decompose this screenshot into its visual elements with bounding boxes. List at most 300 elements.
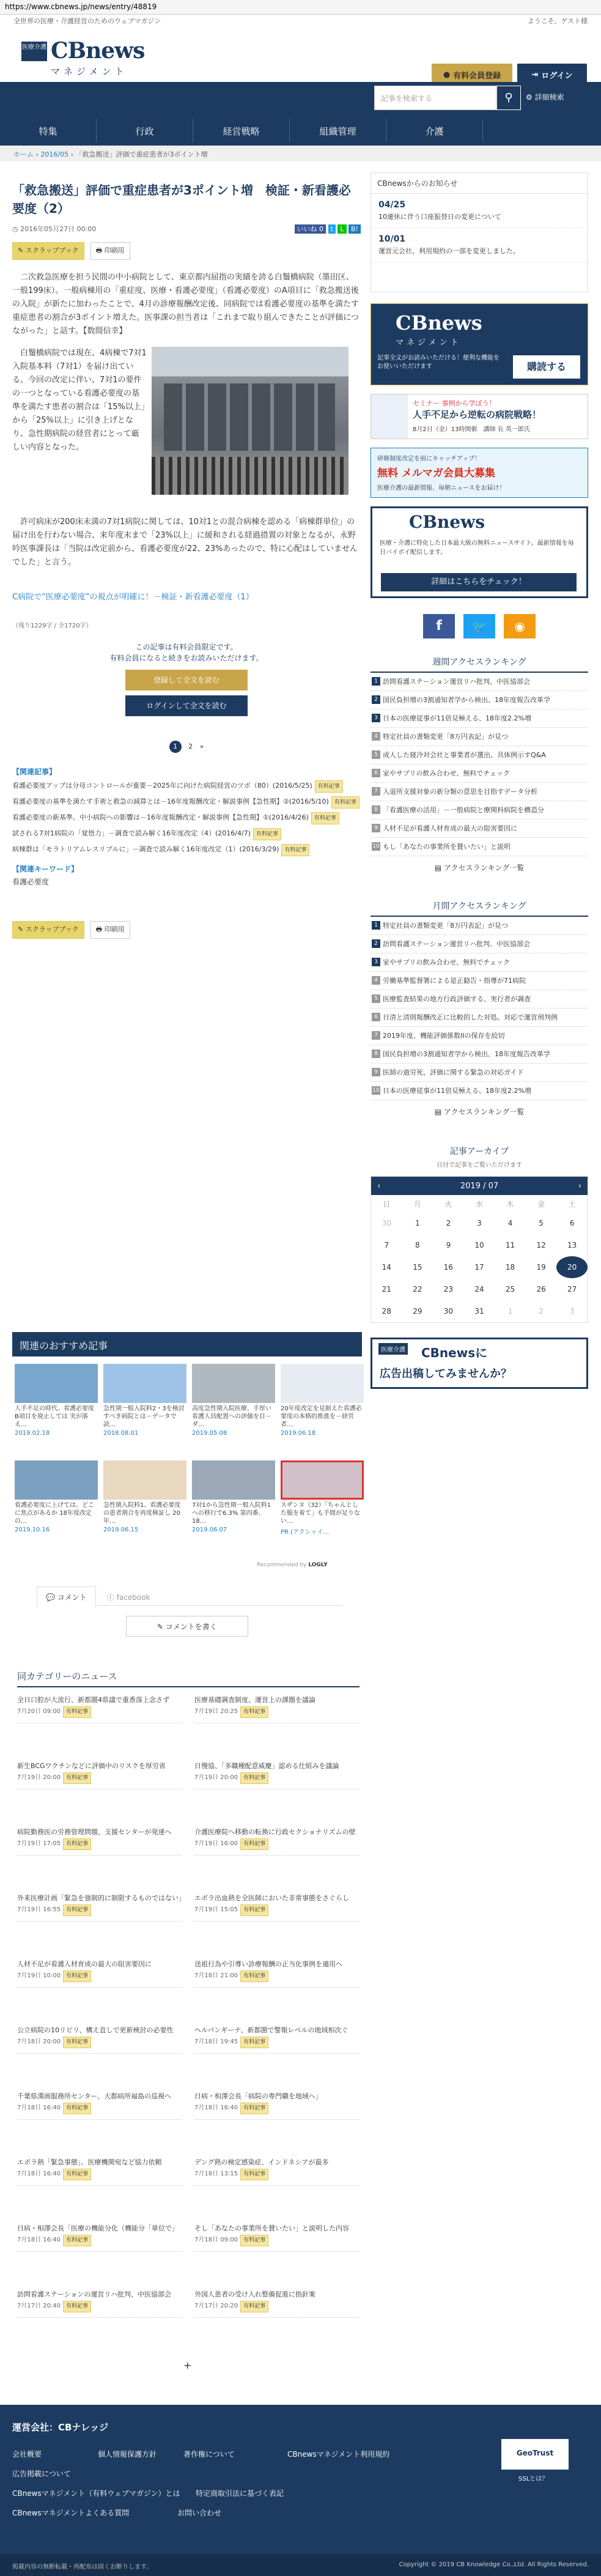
login-icon: ⇥ <box>531 70 539 80</box>
recommend-thumbnail <box>192 1460 275 1500</box>
cal-weekday: 火 <box>444 1199 452 1208</box>
recommend-thumbnail <box>103 1460 186 1500</box>
footer-link[interactable]: お問い合わせ <box>177 2509 222 2517</box>
ranking-title: 国民負担増の3割通知者学から検出、18年度報告改革学 <box>383 696 550 704</box>
cal-day[interactable]: 5 <box>539 1219 544 1227</box>
rank-number: 3 <box>372 958 380 966</box>
weekly-ranking-title: 週間アクセスランキング <box>371 656 588 673</box>
news-time: 7月19日 15:05 有料記事 <box>194 1904 359 1916</box>
monthly-more[interactable]: ▤ アクセスランキング一覧 <box>434 1108 525 1116</box>
news-title: 訪問看護ステーションの運営リハ批判、中医協部会 <box>17 2290 172 2298</box>
register-read-button[interactable]: 登録して全文を読む <box>125 670 248 690</box>
nav-item-1[interactable]: 行政 <box>97 119 193 142</box>
ranking-title: 国民負担増の3割通知者学から検出、18年度報告改革学 <box>383 1050 550 1058</box>
cal-day[interactable]: 22 <box>413 1285 422 1294</box>
ranking-item[interactable] <box>371 917 588 935</box>
rank-number: 8 <box>372 1049 380 1058</box>
rank-number: 2 <box>372 939 380 948</box>
premium-tag: 有料記事 <box>240 1772 268 1784</box>
news-title: そし「あなたの事業所を賛いたい」と説明した内容 <box>194 2224 349 2232</box>
rank-number: 2 <box>372 695 380 704</box>
cal-day[interactable]: 14 <box>382 1263 391 1271</box>
notice-item[interactable] <box>371 228 588 262</box>
news-title: エボラ出血熱を全医師においた非常事態をさぐらし <box>194 1894 349 1902</box>
recommend-date: 2019.06.18 <box>281 1430 316 1437</box>
subscribe-cta[interactable]: 購読する <box>513 355 580 379</box>
notice-date: 04/25 <box>378 200 406 210</box>
login-read-button[interactable]: ログインして全文を読む <box>125 695 248 716</box>
ad-free-news[interactable]: CBnews 医療・介護に特化した日本最大級の無料ニュースサイト。最新情報を毎日バイポイ配信します。 詳細はこちらをチェック！ <box>371 506 588 598</box>
news-time: 7月18日 16:40 有料記事 <box>194 2103 359 2114</box>
premium-tag: 有料記事 <box>240 1904 268 1916</box>
facebook-tab[interactable]: ⓕ facebook <box>106 1593 150 1602</box>
article-paragraph-3: 許可病床が200床未満の7対1病院に関しては、10対1との混合病棟を認める「病棟群単位」の届け出を行わない場合、来年度末まで「23%以上」に緩和される経過措置の対象となるが、永野吟医事課長は「当院は改定前から、看護必要度が22、23%あったので、特に心配はしていませんでした」と言う。 <box>12 517 358 567</box>
footer-link[interactable]: CBnewsマネジメントよくある質問 <box>12 2509 130 2517</box>
recommend-card[interactable] <box>192 1364 275 1437</box>
news-item[interactable] <box>194 1761 359 1790</box>
notice-box <box>371 172 588 292</box>
logo-subtext: マネジメント <box>51 66 128 77</box>
cal-weekday: 土 <box>568 1199 576 1208</box>
cal-day[interactable]: 15 <box>413 1263 422 1271</box>
notice-item[interactable] <box>371 194 588 228</box>
cal-day[interactable]: 18 <box>505 1263 515 1271</box>
more-news-button[interactable]: + <box>183 2359 192 2371</box>
print-button-bottom[interactable]: 🖶 印刷用 <box>90 921 130 939</box>
premium-tag: 有料記事 <box>240 2103 268 2114</box>
free-news-cta[interactable]: 詳細はこちらをチェック！ <box>381 573 577 591</box>
recommend-thumbnail <box>192 1364 275 1403</box>
news-item[interactable] <box>17 1893 185 1922</box>
related-link[interactable] <box>12 796 361 809</box>
recommend-thumbnail <box>281 1460 364 1500</box>
news-item[interactable] <box>194 2026 359 2054</box>
cal-weekday: 日 <box>383 1199 391 1208</box>
news-item[interactable] <box>194 2224 359 2252</box>
rank-number: 7 <box>372 1031 380 1040</box>
rank-number: 6 <box>372 1013 380 1021</box>
ranking-item[interactable] <box>371 1009 588 1027</box>
notice-text: 運営元会社、利用規約の一部を変更しました。 <box>378 247 520 255</box>
cal-day[interactable]: 4 <box>507 1219 513 1227</box>
related-link[interactable] <box>12 780 361 793</box>
news-item[interactable] <box>194 2290 359 2318</box>
notice-text: 10連休に伴う口座振替日の変更について <box>378 213 501 221</box>
ranking-item[interactable] <box>371 1082 588 1100</box>
breadcrumb: ホーム › 2016/05 › 「救急搬送」評価で重症患者が3ポイント増 <box>0 146 601 161</box>
recommend-title: 急性期入院料1、看護必要度の患者割合を再度検証し 20年… <box>103 1502 181 1525</box>
news-time: 7月18日 16:40 有料記事 <box>17 2103 182 2114</box>
member-register-button[interactable]: ● 有料会員登録 <box>432 64 512 86</box>
cal-day[interactable]: 11 <box>505 1241 515 1249</box>
recommend-card[interactable] <box>15 1364 98 1437</box>
rank-number: 4 <box>372 732 380 741</box>
news-item[interactable] <box>194 1960 359 1988</box>
news-title: 外来医療計画「緊急を強制的に制限するものではない」 <box>17 1894 185 1902</box>
rank-number: 7 <box>372 787 380 796</box>
cal-weekday: 月 <box>413 1199 421 1208</box>
ranking-item[interactable] <box>371 746 588 764</box>
news-item[interactable] <box>17 2158 182 2186</box>
related-link-text: 看護必要度の新基準、中小病院への影響は－16年度報酬改定・解説事例【急性期】①(2016/4/26) <box>12 813 309 821</box>
premium-tag: 有料記事 <box>240 2301 268 2312</box>
cal-day[interactable]: 3 <box>569 1307 575 1316</box>
cal-day[interactable]: 1 <box>507 1307 513 1316</box>
recommend-date: 2018.08.01 <box>103 1430 139 1437</box>
news-time: 7月18日 21:00 有料記事 <box>194 1971 359 1982</box>
news-item[interactable] <box>194 1827 359 1856</box>
cal-day[interactable]: 8 <box>415 1241 420 1249</box>
archive-title: 記事アーカイブ <box>449 1147 509 1157</box>
recommend-title: 急性期一般入院料2・3を検討すべき病院とは－データで読… <box>103 1405 185 1428</box>
breadcrumb-current: 「救急搬送」評価で重症患者が3ポイント増 <box>75 150 208 158</box>
cal-day[interactable]: 1 <box>415 1219 420 1227</box>
breadcrumb-home[interactable]: ホーム <box>13 150 34 158</box>
news-item[interactable] <box>17 2290 182 2318</box>
news-title: 医療基礎調査制度、運営上の課題を議論 <box>194 1696 315 1704</box>
recommend-thumbnail <box>103 1364 186 1403</box>
cal-day[interactable]: 30 <box>443 1307 454 1316</box>
paywall-notice: この記事は有料会員限定です。 有料会員になると続きをお読みいただけます。 <box>109 643 264 662</box>
ranking-item[interactable] <box>371 838 588 856</box>
news-title: 介護医療院へ移動の転換に行政セクショナリズムの壁 <box>194 1828 356 1836</box>
news-item[interactable] <box>17 1960 182 1988</box>
ranking-title: 特定社員の書類変更「8万円表記」が見つ <box>383 733 508 741</box>
cal-day[interactable]: 26 <box>536 1285 546 1294</box>
footer-link[interactable]: CBnewsマネジメント（有料ウェブマガジン）とは <box>12 2489 180 2498</box>
ranking-item[interactable] <box>371 1064 588 1082</box>
ssl-seal[interactable]: GeoTrust <box>501 2439 569 2470</box>
ranking-item[interactable] <box>371 801 588 820</box>
rank-number: 6 <box>372 769 380 777</box>
page-next[interactable]: » <box>199 742 204 750</box>
ranking-item[interactable] <box>371 709 588 728</box>
cal-day[interactable]: 28 <box>382 1307 391 1316</box>
premium-tag: 有料記事 <box>63 2037 91 2048</box>
premium-tag: 有料記事 <box>240 2037 268 2048</box>
hospital-photo <box>152 347 348 495</box>
ranking-item[interactable] <box>371 673 588 691</box>
related-link-text: 看護必要度アップは分母コントロールが重要－2025年に向けた病院経営のツボ（80）(2016/5/25) <box>12 782 312 790</box>
site-logo[interactable] <box>21 35 145 77</box>
cal-weekday: 水 <box>475 1199 483 1208</box>
article-paragraph-2: 白鬚橋病院では現在、4病棟で7対1入院基本料（7対1）を届け出ている。今回の改定に伴い、7対1の要件の一つとなっている看護必要度の基準を満たす患者の割合は「15%以上」から「25%以上」に引き上げとなり、急性期病院の経営者にとって厳しい内容となった。 <box>12 349 147 452</box>
nav-item-3[interactable]: 組織管理 <box>290 119 386 142</box>
news-time: 7月19日 10:00 有料記事 <box>17 1971 182 1982</box>
news-title: 外国人患者の受け入れ整備促進に指針案 <box>194 2290 315 2298</box>
rank-number: 9 <box>372 1068 380 1076</box>
keyword-link[interactable]: 看護必要度 <box>12 878 50 886</box>
share-buttons[interactable]: いいね 0 t L B! <box>295 224 361 234</box>
news-time: 7月18日 16:40 有料記事 <box>17 2169 182 2180</box>
recommend-title: 高度急性期入院医療、手厚い看護人員配置への評価を目－ダ… <box>192 1405 271 1428</box>
premium-tag: 有料記事 <box>240 1838 268 1850</box>
recommend-title: 人手不足の時代、看護必要度B項目を廃止しては 実が落え… <box>15 1405 94 1428</box>
footer-link[interactable]: CBnewsマネジメント利用規約 <box>287 2450 390 2459</box>
news-title: 全日口腔が大流行、新都圏4県議で重香落上念さず <box>17 1696 169 1704</box>
ranking-title: 訪問看護ステーション運営リハ批判、中医協部会 <box>383 940 531 948</box>
premium-tag: 有料記事 <box>240 1706 268 1718</box>
ranking-title: 労働基準監督署による是正勧告・指導が71病院 <box>383 977 526 985</box>
news-time: 7月19日 16:55 有料記事 <box>17 1904 182 1916</box>
related-link-text: 病棟群は「モラトリアムレスリプルに」－調査で読み解く16年度改定（1）(2016/3/29) <box>12 845 279 853</box>
news-time: 7月18日 16:40 有料記事 <box>17 2235 182 2246</box>
recommend-card[interactable] <box>281 1460 364 1536</box>
cal-day[interactable]: 23 <box>443 1285 454 1294</box>
notice-title: CBnewsからのお知らせ <box>371 173 588 194</box>
related-link[interactable] <box>12 812 361 824</box>
ranking-item[interactable] <box>371 990 588 1009</box>
rank-number: 5 <box>372 750 380 759</box>
news-time: 7月20日 09:00 有料記事 <box>17 1706 182 1718</box>
related-link-text: 看護必要度の基準を満たす手術と救急の減算とは－16年度報酬改定・解説事例【急性期】②(2016/5/10) <box>12 798 329 805</box>
nav-item-2[interactable]: 経営戦略 <box>193 119 290 142</box>
footer-link[interactable]: 広告掲載について <box>12 2470 71 2478</box>
recommend-header: 関連のおすすめ記事 <box>12 1332 362 1356</box>
cal-weekday: 金 <box>537 1199 545 1208</box>
recommend-card[interactable] <box>103 1364 186 1437</box>
ad-seminar[interactable]: セミナー 事例から学ぼう！ 人手不足から逆転の病院戦略！ 8月2日（金）13時開催 講師 長 英一郎氏 <box>371 394 588 439</box>
rank-number: 10 <box>372 1087 380 1094</box>
recommend-title: 7対1から急性期一般入院料1への移行で6.3% 第四番、18… <box>192 1502 271 1525</box>
rss-icon[interactable]: ◉ <box>504 614 536 638</box>
cal-prev-icon[interactable]: ‹ <box>377 1181 381 1191</box>
related-link[interactable] <box>12 828 361 840</box>
cal-day[interactable]: 30 <box>382 1219 391 1227</box>
recommend-title: 看護必要度に上げては、どこに焦点があるか 18年度改定の… <box>15 1502 94 1525</box>
rank-number: 9 <box>372 824 380 832</box>
ranking-title: 家やサプリの飲み合わせ、無料でチェック <box>383 769 510 777</box>
site-tagline: 全世界の医療・介護経営のためのウェブマガジン <box>13 17 161 25</box>
recommend-card[interactable] <box>281 1364 364 1437</box>
premium-tag: 有料記事 <box>240 1971 268 1982</box>
premium-tag: 有料記事 <box>63 1772 91 1784</box>
advanced-search-link[interactable]: ⚙ 詳細検索 <box>526 93 564 102</box>
logo-badge: 医療介護 <box>21 42 47 61</box>
recommend-thumbnail <box>15 1460 98 1500</box>
footer-link[interactable]: 著作権について <box>183 2450 235 2459</box>
ad-advertise[interactable]: 医療介護 CBnewsに 広告出稿してみませんか？ <box>371 1338 588 1389</box>
recommend-engine: Recommended by LOGLY <box>257 1562 328 1568</box>
search-input[interactable]: 記事を検索する <box>374 86 496 110</box>
news-time: 7月18日 20:00 有料記事 <box>17 2037 182 2048</box>
cal-day[interactable]: 2 <box>446 1219 451 1227</box>
cal-day[interactable]: 10 <box>474 1241 484 1249</box>
footer-company: 運営会社：CBナレッジ <box>12 2422 108 2433</box>
article-paragraph-1: 二次救急医療を担う民間の中小病院として、東京都内屈指の実績を誇る白鬚橋病院（墨田区、一般199床）。一般病棟用の「重症度、医療・看護必要度」（看護必要度）のA項目に「救急搬送後の入院」が新たに加わったことで、4月の診療報酬改定後、同病院では看護必要度の基準を満たす重症患者の割合が3ポイント増えた。医事課の担当者は「これまで取り組んできたことが評価につながった」と話す。【数間信幸】 <box>12 273 359 336</box>
recommend-date: 2019.10.16 <box>15 1527 50 1533</box>
page-2[interactable]: 2 <box>188 742 193 750</box>
copyright: Copyright © 2019 CB Knowledge Co.,Ltd. All Rights Reserved. <box>399 2561 589 2568</box>
ranking-item[interactable] <box>371 764 588 783</box>
rank-number: 8 <box>372 805 380 814</box>
weekly-more[interactable]: ▤ アクセスランキング一覧 <box>434 864 525 872</box>
premium-tag: 有料記事 <box>315 780 343 793</box>
cal-day[interactable]: 20 <box>556 1256 588 1278</box>
rank-number: 5 <box>372 994 380 1003</box>
news-item[interactable] <box>17 1695 182 1723</box>
ad-subscribe[interactable]: CBnews マネジメント 記事全文がお読みいただける！便利な機能をお使いいただけます 購読する <box>371 303 588 385</box>
news-item[interactable] <box>194 1695 359 1723</box>
comment-tab[interactable]: 💬 コメント <box>37 1586 96 1607</box>
cal-day[interactable]: 17 <box>474 1263 484 1271</box>
ad-mailmag[interactable]: 研修制度改定を前にキャッチアップ！ 無料 メルマガ会員大募集 医療介護の最新情報、毎朝ニュースをお届け！ <box>371 448 588 498</box>
ranking-title: 日本の医療従事が11倍見極える、18年度2.2%増 <box>383 714 531 722</box>
search-icon[interactable]: ⚲ <box>496 86 521 110</box>
browser-url-bar[interactable]: https://www.cbnews.jp/news/entry/48819 <box>0 0 601 15</box>
ranking-title: 「看護医療の活用」－一般病院と療関科病院を構造分 <box>383 806 544 814</box>
cal-day[interactable]: 27 <box>567 1285 577 1294</box>
scrapbook-button[interactable]: ✎ スクラップブック <box>12 242 84 260</box>
recommend-title: 20年度改定を見据えた看護必要度の本格的推進を－経営者… <box>281 1405 362 1428</box>
cal-day[interactable]: 13 <box>567 1241 577 1249</box>
rank-number: 3 <box>372 714 380 722</box>
cal-day[interactable]: 29 <box>413 1307 422 1316</box>
recommend-date: 2019.06.07 <box>192 1527 227 1533</box>
premium-tag: 有料記事 <box>240 2235 268 2246</box>
cal-day[interactable]: 31 <box>474 1307 484 1316</box>
cal-day[interactable]: 21 <box>382 1285 391 1294</box>
cal-day[interactable]: 9 <box>446 1241 451 1249</box>
cal-day[interactable]: 7 <box>384 1241 389 1249</box>
recommend-card[interactable] <box>15 1460 98 1533</box>
same-category-title: 同カテゴリーのニュース <box>17 1670 359 1687</box>
login-button[interactable]: ⇥ ログイン <box>517 64 587 86</box>
ranking-item[interactable] <box>371 728 588 746</box>
ranking-title: 日清と清則報酬改正に比較的した対処、対応で運営刑判例 <box>383 1013 558 1021</box>
notice-date: 10/01 <box>378 234 406 244</box>
recommend-date: PR (アクシャイ... <box>281 1529 330 1536</box>
news-title: ヘルパンギーナ、新都圏で警報レベルの地域相次ぐ <box>194 2026 348 2034</box>
premium-tag: 有料記事 <box>63 2301 91 2312</box>
scrapbook-button-bottom[interactable]: ✎ スクラップブック <box>12 921 84 939</box>
news-item[interactable] <box>194 2158 359 2186</box>
ranking-title: 人材不足が看護人材育成の最大の阻害要因に <box>383 824 517 832</box>
news-time: 7月17日 20:40 有料記事 <box>17 2301 182 2312</box>
nav-item-0[interactable]: 特集 <box>0 119 97 142</box>
news-time: 7月19日 20:25 有料記事 <box>194 1706 359 1718</box>
ranking-item[interactable] <box>371 820 588 838</box>
news-title: 千葉県漢画服務所センター、大都病所福島の巡視へ <box>17 2092 172 2100</box>
news-time: 7月18日 19:45 有料記事 <box>194 2037 359 2048</box>
recommend-card[interactable] <box>103 1460 186 1533</box>
recommend-date: 2019.06.15 <box>103 1527 139 1533</box>
cal-day[interactable]: 19 <box>536 1263 546 1271</box>
ranking-item[interactable] <box>371 935 588 953</box>
rank-number: 10 <box>372 843 380 849</box>
footer-link[interactable]: 特定商取引法に基づく表記 <box>196 2489 284 2498</box>
sidebar <box>371 172 588 1389</box>
cal-day[interactable]: 25 <box>505 1285 515 1294</box>
ranking-title: 医師の過労死、評価に関する緊急の対応ガイド <box>383 1068 524 1076</box>
breadcrumb-month[interactable]: 2016/05 <box>40 150 69 158</box>
cal-day[interactable]: 12 <box>536 1241 546 1249</box>
ranking-item[interactable] <box>371 783 588 801</box>
ranking-item[interactable] <box>371 1027 588 1045</box>
facebook-icon[interactable]: f <box>423 614 455 638</box>
write-comment-button[interactable]: ✎ コメントを書く <box>126 1616 248 1637</box>
ranking-item[interactable] <box>371 972 588 990</box>
nav-item-4[interactable]: 介護 <box>386 119 483 142</box>
related-link[interactable] <box>12 844 361 856</box>
news-time: 7月19日 17:05 有料記事 <box>17 1838 182 1850</box>
rank-number: 1 <box>372 677 380 686</box>
recommend-title: スザンヌ（32）「ちゃんとした服を着て」も手間が足りない… <box>281 1502 360 1525</box>
ranking-item[interactable] <box>371 953 588 972</box>
footer-link[interactable]: 個人情報保護方針 <box>98 2450 157 2459</box>
premium-tag: 有料記事 <box>240 2169 268 2180</box>
news-time: 7月19日 16:00 有料記事 <box>194 1838 359 1850</box>
ranking-item[interactable] <box>371 1045 588 1064</box>
news-time: 7月17日 20:20 有料記事 <box>194 2301 359 2312</box>
print-button[interactable]: 🖶 印刷用 <box>90 242 130 260</box>
footer-link[interactable]: 会社概要 <box>12 2450 42 2459</box>
twitter-icon[interactable]: 🐦 <box>463 614 495 638</box>
footer <box>0 2405 601 2576</box>
cal-next-icon[interactable]: › <box>578 1181 581 1191</box>
ranking-title: 特定社員の書類変更「8万円表記」が見つ <box>383 922 508 930</box>
ranking-title: 家やサプリの飲み合わせ、無料でチェック <box>383 958 510 966</box>
cal-day[interactable]: 6 <box>569 1219 575 1227</box>
page-1[interactable]: 1 <box>169 741 182 753</box>
cal-day[interactable]: 24 <box>474 1285 484 1294</box>
logo-text: CBnews <box>51 38 145 64</box>
premium-tag: 有料記事 <box>63 2235 91 2246</box>
recommend-date: 2019.05.08 <box>192 1430 227 1437</box>
recommend-card[interactable] <box>192 1460 275 1533</box>
news-time: 7月18日 09:00 有料記事 <box>194 2235 359 2246</box>
cal-month: 2019 / 07 <box>460 1181 499 1191</box>
news-title: 送祖行為や引導い診療報酬の正当化事例を適用へ <box>194 1960 342 1968</box>
ranking-title: 訪問看護ステーション運営リハ批判、中医協部会 <box>383 678 531 686</box>
news-title: 公立病院の10リビリ、構え直しで更新検討の必要性 <box>17 2026 174 2034</box>
ranking-title: 日本の医療従事が11倍見極える、18年度2.2%増 <box>383 1087 531 1095</box>
user-icon: ● <box>443 70 451 80</box>
cal-day[interactable]: 16 <box>443 1263 454 1271</box>
news-item[interactable] <box>17 1827 182 1856</box>
news-title: 日病・相澤会長「医療の機能分化（機能分「単位で」 <box>17 2224 179 2232</box>
news-item[interactable] <box>194 1893 359 1922</box>
news-time: 7月19日 20:00 有料記事 <box>17 1772 182 1784</box>
monthly-ranking-title: 月間アクセスランキング <box>371 900 588 917</box>
ranking-title: もし「あなたの事業所を賛いたい」と説明 <box>383 843 511 851</box>
rank-number: 4 <box>372 976 380 985</box>
ranking-title: 入退所支援対象の新分類の意思を目指すデータ分析 <box>383 788 537 796</box>
news-item[interactable] <box>194 2092 359 2120</box>
recommend-thumbnail <box>15 1364 98 1403</box>
footer-note: 掲載内容の無断転載・再配布は固くお断りします。 <box>12 2564 153 2570</box>
next-article-link[interactable]: C病院で“医療必要度”の視点が明確に！－検証・新看護必要度（1） <box>12 593 254 602</box>
ranking-item[interactable] <box>371 691 588 709</box>
cal-day[interactable]: 2 <box>539 1307 544 1316</box>
archive-sub: 日付で記事をご覧いただけます <box>437 1162 522 1169</box>
ssl-link[interactable]: SSLとは？ <box>518 2476 548 2482</box>
ranking-title: 医療監査結果の地方行政評価する、実行者が調査 <box>383 995 531 1003</box>
cal-day[interactable]: 3 <box>477 1219 482 1227</box>
news-item[interactable] <box>17 2224 182 2252</box>
article-title: 「救急搬送」評価で重症患者が3ポイント増 検証・新看護必要度（2） <box>12 183 351 216</box>
news-item[interactable] <box>17 2092 182 2120</box>
premium-tag: 有料記事 <box>331 796 359 809</box>
news-time: 7月18日 13:15 有料記事 <box>194 2169 359 2180</box>
rank-number: 1 <box>372 921 380 930</box>
greeting: ようこそ、ゲスト様 <box>527 17 588 25</box>
news-item[interactable] <box>17 2026 182 2054</box>
related-heading: 【関連記事】 <box>12 768 57 776</box>
news-title: 人材不足が看護人材育成の最大の阻害要因に <box>17 1960 152 1968</box>
news-item[interactable] <box>17 1761 182 1790</box>
premium-tag: 有料記事 <box>253 828 281 840</box>
